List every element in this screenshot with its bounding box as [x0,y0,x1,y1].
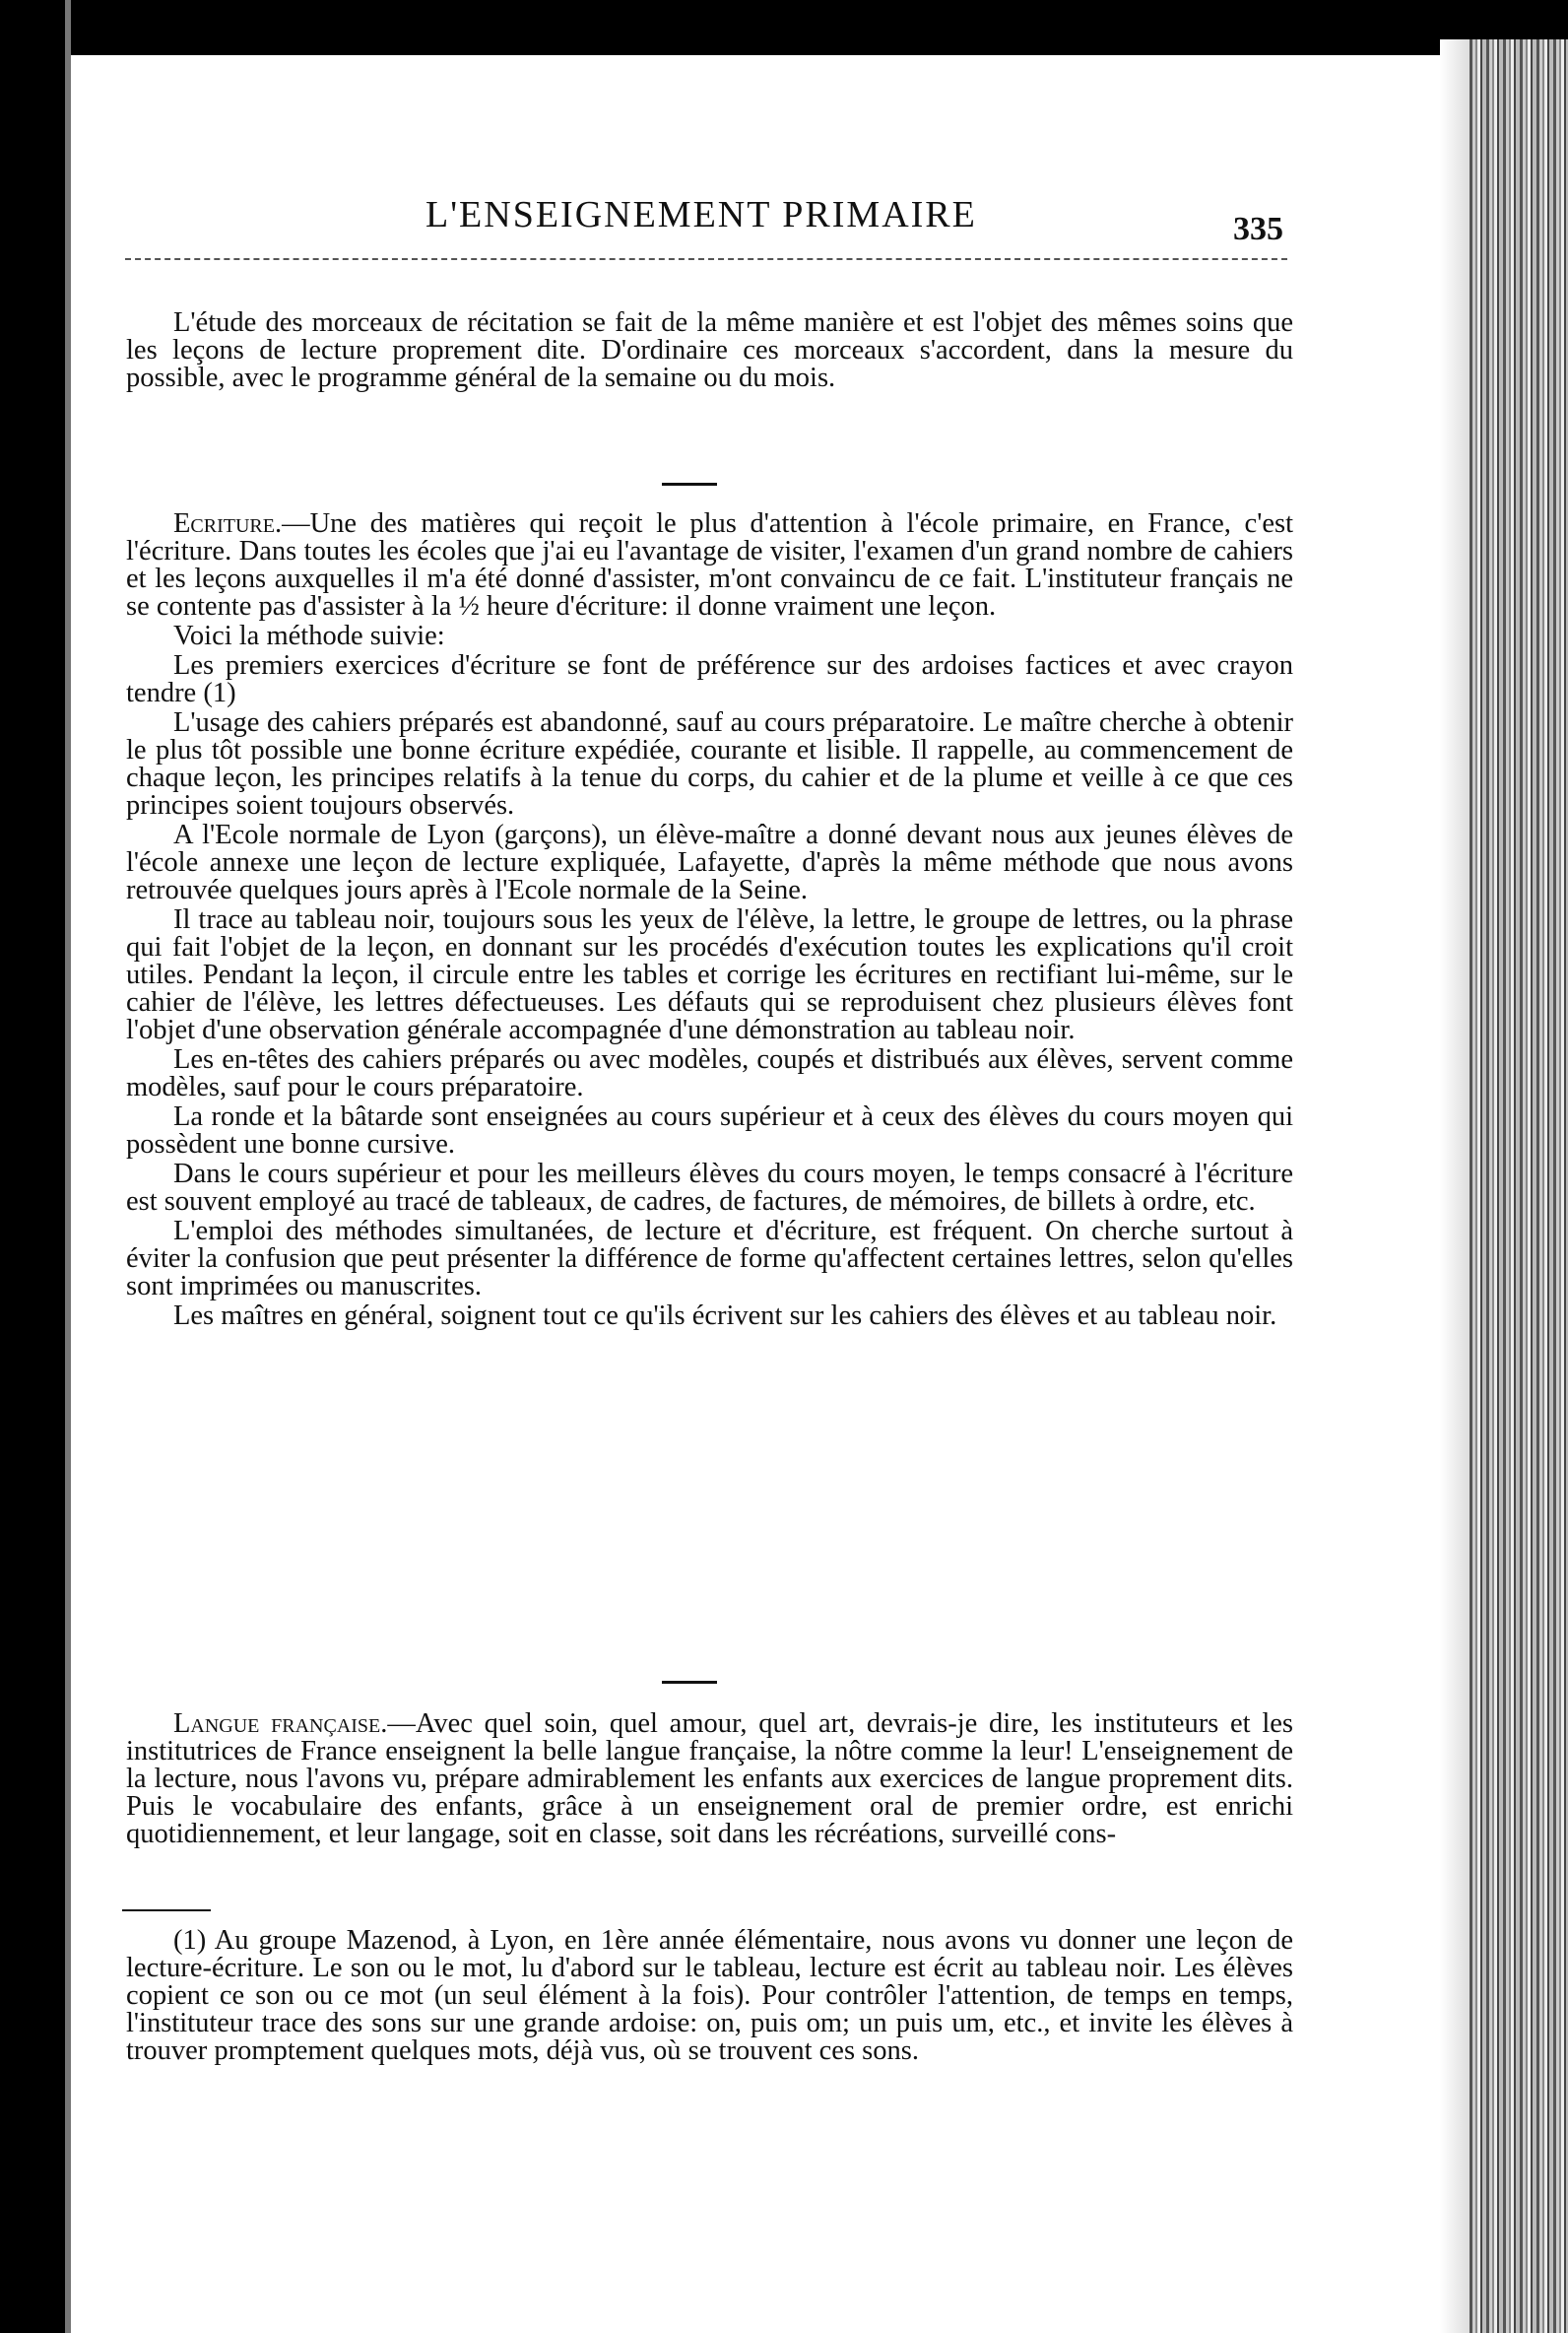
page-number: 335 [1233,211,1283,247]
section-separator [662,1681,717,1684]
footnote-text: (1) Au groupe Mazenod, à Lyon, en 1ère année élémentaire, nous avons vu donner une leçon de lecture-écriture. Le son ou le mot, lu d'abord sur le tableau, lecture est écrit au tableau noir. Les élèves copient ce son ou ce mot (un seul élément à la fois). Pour contrôler l'attention, de temps en temps, l'instituteur trace des sons sur une grande ardoise: on, puis om; un puis um, etc., et invite les élèves à trouver promptement quelques mots, déjà vus, où se trouvent ces sons. [126,1925,1293,2066]
scan-right-border [1470,39,1568,2333]
intro-paragraph: L'étude des morceaux de récitation se fait de la même manière et est l'objet des mêmes soins que les leçons de lecture proprement dite. D'ordinaire ces morceaux s'accordent, dans la mesure du possible, avec le programme général de la semaine ou du mois. [126,307,1293,393]
ecriture-paragraph-3: Les premiers exercices d'écriture se font de préférence sur des ardoises factices et avec crayon tendre (1) [126,650,1293,708]
section-separator [662,483,717,486]
page-header [71,193,1440,252]
ecriture-paragraph-4: L'usage des cahiers préparés est abandonné, sauf au cours préparatoire. Le maître cherche à obtenir le plus tôt possible une bonne écriture expédiée, courante et lisible. Il rappelle, au commencement de chaque leçon, les principes relatifs à la tenue du corps, du cahier et de la plume et veille à ce que ces principes soient toujours observés. [126,707,1293,821]
ecriture-heading: Ecriture. [173,508,283,539]
ecriture-paragraph-1 [126,510,1293,621]
ecriture-paragraph-7: Les en-têtes des cahiers préparés ou avec modèles, coupés et distribués aux élèves, servent comme modèles, sauf pour le cours préparatoire. [126,1044,1293,1102]
intro-section [126,309,1293,392]
scan-right-shadow [1440,39,1470,2333]
langue-text-1: —Avec quel soin, quel amour, quel art, devrais-je dire, les instituteurs et les institutrices de France enseignent la belle langue française, la nôtre comme la leur! L'enseignement de la lecture, nous l'avons vu, prépare admirablement les enfants aux exercices de langue proprement dits. Puis le vocabulaire des enfants, grâce à un enseignement oral de premier ordre, est enrichi quotidiennement, et leur langage, soit en classe, soit dans les récréations, surveillé cons- [126,1708,1293,1849]
ecriture-text-1: —Une des matières qui reçoit le plus d'attention à l'école primaire, en France, c'est l'écriture. Dans toutes les écoles que j'ai eu l'avantage de visiter, l'examen d'un grand nombre de cahiers et les leçons auxquelles il m'a été donné d'assister, m'ont convaincu de ce fait. L'instituteur français ne se contente pas d'assister à la ½ heure d'écriture: il donne vraiment une leçon. [126,508,1293,622]
ecriture-paragraph-5: A l'Ecole normale de Lyon (garçons), un élève-maître a donné devant nous aux jeunes élèves de l'école annexe une leçon de lecture expliquée, Lafayette, d'après la même méthode que nous avons retrouvée quelques jours après à l'Ecole normale de la Seine. [126,820,1293,905]
langue-paragraph-1 [126,1710,1293,1848]
ecriture-paragraph-8: La ronde et la bâtarde sont enseignées au cours supérieur et à ceux des élèves du cours moyen qui possèdent une bonne cursive. [126,1101,1293,1160]
ecriture-paragraph-10: L'emploi des méthodes simultanées, de lecture et d'écriture, est fréquent. On cherche surtout à éviter la confusion que peut présenter la différence de forme qu'affectent certaines lettres, selon qu'elles sont imprimées ou manuscrites. [126,1216,1293,1301]
langue-heading: Langue française. [173,1708,388,1739]
running-title: L'ENSEIGNEMENT PRIMAIRE [425,194,977,235]
scan-left-border [0,0,65,2333]
ecriture-paragraph-11: Les maîtres en général, soignent tout ce qu'ils écrivent sur les cahiers des élèves et au tableau noir. [173,1300,1277,1331]
langue-section [126,1710,1293,1848]
book-page [71,55,1440,2333]
ecriture-paragraph-6: Il trace au tableau noir, toujours sous les yeux de l'élève, la lettre, le groupe de lettres, ou la phrase qui fait l'objet de la leçon, en donnant sur les procédés d'exécution toutes les explications qu'il croit utiles. Pendant la leçon, il circule entre les tables et corrige les écritures en rectifiant lui-même, sur le cahier de l'élève, les lettres défectueuses. Les défauts qui se reproduisent chez plusieurs élèves font l'objet d'une observation générale accompagnée d'une démonstration au tableau noir. [126,904,1293,1045]
header-rule [125,258,1287,260]
scan-top-border [0,0,1568,55]
footnote-section [126,1927,1293,2065]
ecriture-section [126,510,1293,1330]
ecriture-paragraph-9: Dans le cours supérieur et pour les meilleurs élèves du cours moyen, le temps consacré à l'écriture est souvent employé au tracé de tableaux, de cadres, de factures, de mémoires, de billets à ordre, etc. [126,1159,1293,1217]
footnote-rule [122,1909,211,1911]
ecriture-paragraph-2: Voici la méthode suivie: [173,621,445,651]
